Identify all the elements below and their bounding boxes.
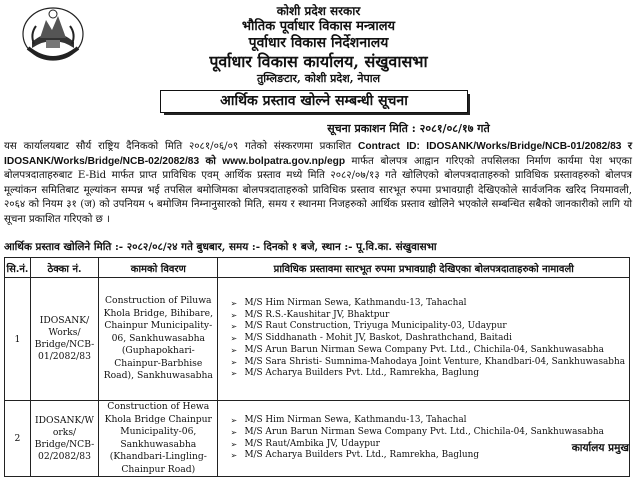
col-description: कामको विवरण: [99, 258, 218, 278]
row-description: Construction of Piluwa Khola Bridge, Bihibare, Chainpur Municipality-06, Sankhuwasabha (Guphapokhari-Chainpur-Barbhise Road), Sankhuwasabha: [99, 278, 218, 401]
table-row: [5, 278, 630, 401]
signature-office-chief: कार्यालय प्रमुख: [571, 442, 629, 454]
notice-body: [4, 140, 632, 228]
header-directorate: पूर्वाधार विकास निर्देशनालय: [248, 35, 389, 51]
bidder-item: ➢ M/S Him Nirman Sewa, Kathmandu-13, Tahachal: [230, 298, 625, 310]
bidder-item: ➢ M/S Raut Construction, Triyuga Municipality-03, Udaypur: [230, 321, 625, 333]
notice-title: आर्थिक प्रस्ताव खोल्ने सम्बन्धी सूचना: [160, 90, 468, 113]
header-ministry: भौतिक पूर्वाधार विकास मन्त्रालय: [241, 19, 396, 34]
bidder-item: ➢ M/S Arun Barun Nirman Sewa Company Pvt. Ltd., Chichila-04, Sankhuwasabha: [230, 345, 625, 357]
bidders-table: [4, 257, 630, 477]
header-government: कोशी प्रदेश सरकार: [276, 4, 361, 18]
header-office: पूर्वाधार विकास कार्यालय, संखुवासभा: [209, 52, 428, 71]
website-link[interactable]: www.bolpatra.gov.np/egp: [215, 155, 352, 167]
bidder-item: ➢ M/S R.S.-Kaushitar JV, Bhaktpur: [230, 310, 625, 322]
row-bidders: [218, 401, 630, 477]
bidder-item: ➢ M/S Him Nirman Sewa, Kathmandu-13, Tahachal: [230, 415, 625, 427]
col-bidders: प्राविधिक प्रस्तावमा सारभूत रुपमा प्रभावग्राही देखिएका बोलपत्रदाताहरुको नामावली: [218, 258, 630, 278]
col-sn: सि.नं.: [5, 258, 31, 278]
row-bidders: [218, 278, 630, 401]
body-part2: मार्फत बोलपत्र आह्वान गरिएको तपसिलका निर्माण कार्यमा पेश भएका बोलपत्रदाताहरुबाट E-Bid मार्फत प्राप्त प्राविधिक एवम् आर्थिक प्रस्ताव मध्ये मिति २०८२/०७/१३ गते खोलिएको बोलपत्रदाताहरुको प्राविधिक प्रस्तावहरुको बोलपत्र मूल्यांकन समितिबाट मूल्यांकन सम्पन्न भई तपसिल बमोजिमका बोलपत्रदाताहरुको प्राविधिक प्रस्ताव सारभूत रुपमा प्रभावग्राही देखिएकोले सार्वजनिक खरिद नियमावली, २०६४ को नियम ३१ (ज) को उपनियम ५ बमोजिम निम्नानुसारको मिति, समय र स्थानमा निजहरुको आर्थिक प्रस्ताव खोलिने भएकोले सम्बन्धित सबैको जानकारीको लागि यो सूचना प्रकाशित गरिएको छ ।: [4, 155, 632, 225]
table-header-row: [5, 258, 630, 278]
bidder-item: ➢ M/S Raut/Ambika JV, Udaypur: [230, 439, 625, 451]
bidder-item: ➢ M/S Siddhanath - Mohit JV, Baskot, Dashrathchand, Baitadi: [230, 333, 625, 345]
contract-ids: Contract ID: IDOSANK/Works/Bridge/NCB-01/2082/83 र IDOSANK/Works/Bridge/NCB-02/2082/83 को: [4, 141, 633, 167]
bidder-item: ➢ M/S Sara Shristi- Sumnima-Mahodaya Joint Venture, Khandbari-04, Sankhuwasabha: [230, 357, 625, 369]
row-sn: 2: [5, 401, 31, 477]
opening-info: आर्थिक प्रस्ताव खोलिने मिति :- २०८२/०८/२४ गते बुधबार, समय :- दिनको १ बजे, स्थान :- पू.वि.का. संखुवासभा: [4, 241, 437, 253]
row-contract: IDOSANK/W orks/ Bridge/NCB- 02/2082/83: [30, 401, 98, 477]
body-part1: यस कार्यालयबाट सौर्य राष्ट्रिय दैनिकको मिति २०८१/०६/०९ गतेको संस्करणमा प्रकाशित: [4, 141, 359, 152]
publication-date: सूचना प्रकाशन मिति : २०८१/०८/१७ गते: [327, 122, 490, 135]
bidder-item: ➢ M/S Arun Barun Nirman Sewa Company Pvt. Ltd., Chichila-04, Sankhuwasabha: [230, 427, 625, 439]
header-address: तुम्लिङटार, कोशी प्रदेश, नेपाल: [256, 72, 381, 85]
row-sn: 1: [5, 278, 31, 401]
col-contract: ठेक्का नं.: [30, 258, 98, 278]
row-contract: IDOSANK/ Works/ Bridge/NCB- 01/2082/83: [30, 278, 98, 401]
bidder-item: ➢ M/S Acharya Builders Pvt. Ltd., Ramrekha, Baglung: [230, 450, 625, 462]
row-description: Construction of Hewa Khola Bridge Chainpur Municipality-06, Sankhuwasabha (Khandbari-Lingling-Chainpur Road): [99, 401, 218, 477]
bidder-item: ➢ M/S Acharya Builders Pvt. Ltd., Ramrekha, Baglung: [230, 368, 625, 380]
table-row: [5, 401, 630, 477]
